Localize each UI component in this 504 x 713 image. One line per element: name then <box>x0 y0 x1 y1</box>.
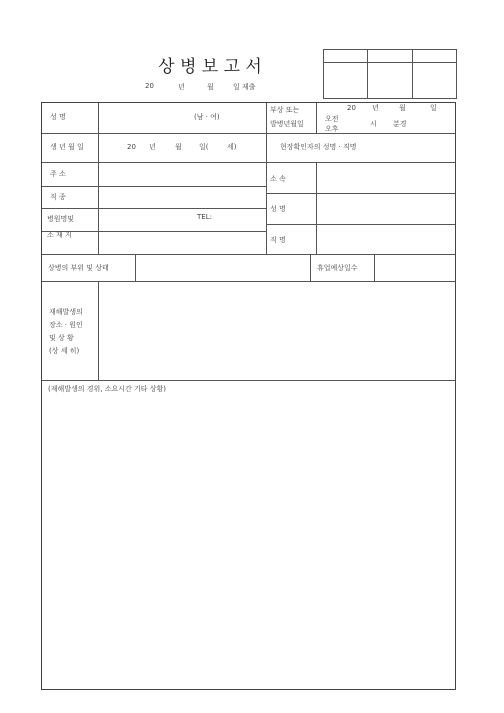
gender-field: (남 · 여) <box>194 113 220 121</box>
birth-label: 생 년 월 일 <box>50 143 84 151</box>
address-label: 주 소 <box>50 170 66 178</box>
witness-label: 현장확인자의 성명 · 직명 <box>280 143 357 151</box>
approval-col-line-2 <box>412 50 413 98</box>
birth-year: 20 <box>127 143 136 151</box>
dept-label: 소 속 <box>270 175 286 183</box>
rule-7 <box>42 281 455 282</box>
injury-date-label-1: 부상 또는 <box>270 106 300 114</box>
col-right-line-b <box>316 162 317 254</box>
col-label-line <box>98 103 99 254</box>
rule-5 <box>42 231 266 232</box>
report-form <box>41 102 456 690</box>
approval-divider <box>324 62 456 63</box>
submission-day-unit: 일 제출 <box>233 83 256 91</box>
col-site-line <box>135 254 136 281</box>
approval-box <box>323 49 457 99</box>
tel-label: TEL: <box>197 213 212 221</box>
birth-age-unit: 세) <box>227 143 237 151</box>
col-mid-line <box>266 103 267 254</box>
rule-5b <box>266 224 455 225</box>
witness-title-label: 직 명 <box>270 236 286 244</box>
birth-day-unit: 일( <box>199 143 209 151</box>
col-accident-line <box>98 281 99 380</box>
accident-label-2: 장소 · 원인 <box>49 321 83 329</box>
rule-3 <box>42 186 266 187</box>
approval-col-line-1 <box>367 50 368 98</box>
accident-label-1: 재해발생의 <box>49 308 83 316</box>
ampm-pm: 오후 <box>325 125 339 133</box>
submission-year: 20 <box>145 82 154 90</box>
details-label: (재해발생의 경위, 소요시간 기타 상황) <box>48 385 167 393</box>
rule-2 <box>42 162 455 163</box>
rule-4 <box>42 208 266 209</box>
ampm-am: 오전 <box>325 115 339 123</box>
witness-name-label: 성 명 <box>270 205 286 213</box>
rule-8 <box>42 380 455 381</box>
submission-year-unit: 년 <box>178 83 185 91</box>
col-leave-line-a <box>310 254 311 281</box>
injury-date-label-2: 발병년월일 <box>270 120 304 128</box>
rule-3b <box>266 193 455 194</box>
injury-year: 20 <box>347 104 356 112</box>
injury-month-unit: 월 <box>399 104 406 112</box>
injury-year-unit: 년 <box>372 104 379 112</box>
injury-minute-unit: 분경 <box>393 120 407 128</box>
leave-days-label: 휴업예상일수 <box>317 264 358 272</box>
injury-hour-unit: 시 <box>370 120 377 128</box>
injury-day-unit: 일 <box>430 104 437 112</box>
accident-label-3: 및 상 황 <box>49 334 74 342</box>
hospital-label-1: 병원명및 <box>47 215 75 223</box>
submission-month-unit: 월 <box>207 83 214 91</box>
accident-label-4: (상 세 히) <box>49 347 80 355</box>
job-label: 직 종 <box>50 193 66 201</box>
page-title: 상 병 보 고 서 <box>158 57 262 77</box>
rule-1 <box>42 133 455 134</box>
hospital-label-2: 소 재 지 <box>47 231 72 239</box>
name-label: 성 명 <box>50 113 66 121</box>
birth-month-unit: 월 <box>175 143 182 151</box>
col-leave-line-b <box>374 254 375 281</box>
col-right-line-a <box>316 103 317 133</box>
rule-6 <box>42 254 455 255</box>
injury-site-label: 상병의 부위 및 상태 <box>48 264 109 272</box>
birth-year-unit: 년 <box>149 143 156 151</box>
